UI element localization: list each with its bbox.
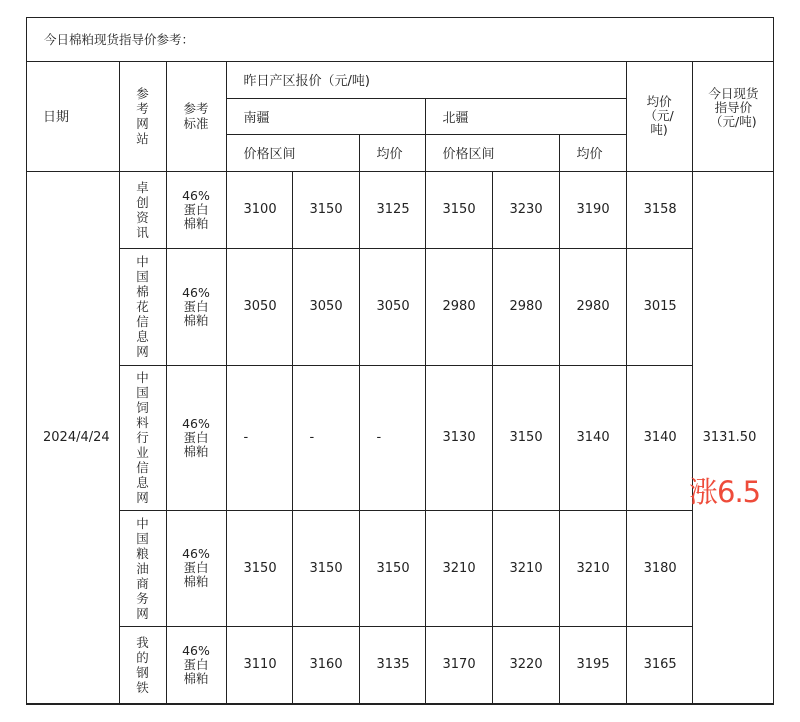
site-cell: 卓创资讯: [119, 171, 166, 248]
north-high: 3220: [492, 626, 559, 703]
north-avg: 3195: [559, 626, 626, 703]
table-row: [26, 510, 774, 626]
north-avg: 3190: [559, 171, 626, 248]
south-avg: 3125: [359, 171, 425, 248]
south-low: 3100: [226, 171, 292, 248]
price-table: [26, 61, 774, 704]
avg-cell: 3158: [626, 171, 692, 248]
site-cell: 中国粮油商务网: [119, 510, 166, 626]
north-high: 3210: [492, 510, 559, 626]
header-standard: 参考标准: [166, 61, 226, 171]
header-north-range: 价格区间: [425, 134, 559, 171]
south-low: 3110: [226, 626, 292, 703]
avg-cell: 3015: [626, 248, 692, 365]
north-low: 3170: [425, 626, 492, 703]
south-low: -: [226, 365, 292, 510]
south-high: 3050: [292, 248, 359, 365]
date-cell: 2024/4/24: [26, 171, 119, 703]
header-south: 南疆: [226, 98, 425, 134]
north-low: 2980: [425, 248, 492, 365]
south-avg: 3050: [359, 248, 425, 365]
header-today-guide: 今日现货指导价（元/吨): [692, 61, 774, 171]
standard-cell: 46%蛋白棉粕: [166, 626, 226, 703]
standard-cell: 46%蛋白棉粕: [166, 171, 226, 248]
site-cell: 我的钢铁: [119, 626, 166, 703]
south-high: -: [292, 365, 359, 510]
north-high: 3230: [492, 171, 559, 248]
standard-cell: 46%蛋白棉粕: [166, 510, 226, 626]
south-avg: -: [359, 365, 425, 510]
header-avg-unit: 均价（元/吨): [626, 61, 692, 171]
north-low: 3150: [425, 171, 492, 248]
table-row: [26, 248, 774, 365]
standard-cell: 46%蛋白棉粕: [166, 248, 226, 365]
table-title: 今日棉粕现货指导价参考：: [44, 32, 195, 47]
header-date: 日期: [26, 61, 119, 171]
site-cell: 中国棉花信息网: [119, 248, 166, 365]
standard-cell: 46%蛋白棉粕: [166, 365, 226, 510]
south-avg: 3150: [359, 510, 425, 626]
table-row: [26, 626, 774, 703]
header-north-avg: 均价: [559, 134, 626, 171]
header-south-range: 价格区间: [226, 134, 359, 171]
header-yesterday: 昨日产区报价（元/吨): [226, 61, 626, 98]
table-row: [26, 171, 774, 248]
site-cell: 中国饲料行业信息网: [119, 365, 166, 510]
header-north: 北疆: [425, 98, 626, 134]
south-high: 3160: [292, 626, 359, 703]
south-high: 3150: [292, 171, 359, 248]
south-low: 3050: [226, 248, 292, 365]
north-avg: 3140: [559, 365, 626, 510]
south-low: 3150: [226, 510, 292, 626]
table-row: [26, 365, 774, 510]
north-avg: 3210: [559, 510, 626, 626]
north-avg: 2980: [559, 248, 626, 365]
avg-cell: 3180: [626, 510, 692, 626]
table-title-cell: [26, 17, 774, 62]
price-change-note: 涨6.5: [689, 475, 761, 509]
today-price-cell: 3131.50: [692, 171, 774, 703]
north-high: 3150: [492, 365, 559, 510]
south-high: 3150: [292, 510, 359, 626]
north-low: 3210: [425, 510, 492, 626]
north-high: 2980: [492, 248, 559, 365]
avg-cell: 3140: [626, 365, 692, 510]
north-low: 3130: [425, 365, 492, 510]
header-site: 参考网站: [119, 61, 166, 171]
avg-cell: 3165: [626, 626, 692, 703]
south-avg: 3135: [359, 626, 425, 703]
header-south-avg: 均价: [359, 134, 425, 171]
